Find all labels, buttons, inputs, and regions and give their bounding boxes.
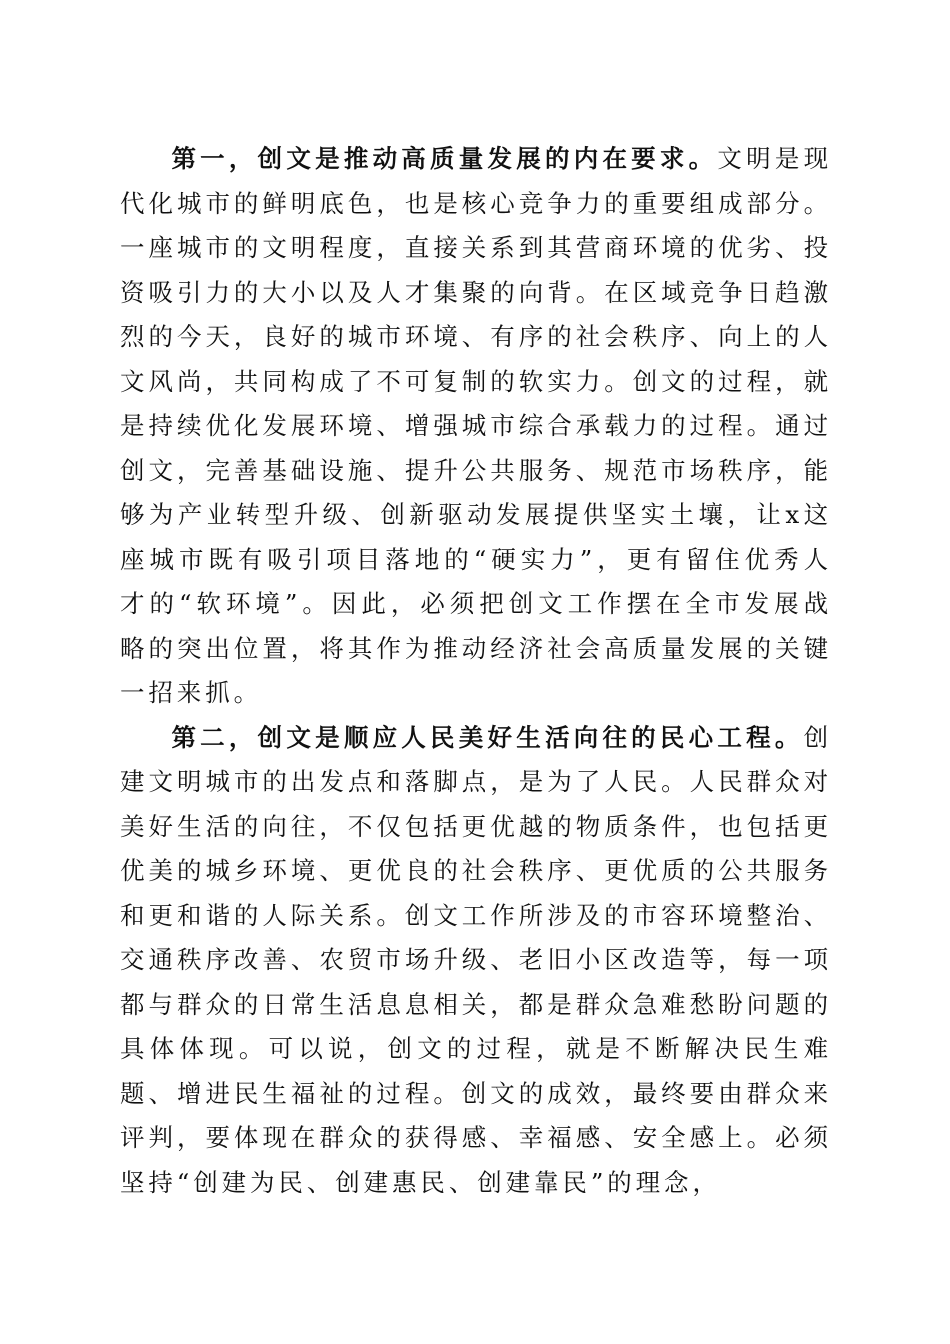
paragraph-second [120, 716, 832, 1206]
paragraph-first-body: 文明是现代化城市的鲜明底色，也是核心竞争力的重要组成部分。一座城市的文明程度，直接关系到其营商环境的优劣、投资吸引力的大小以及人才集聚的向背。在区域竞争日趋激烈的今天，良好的城市环境、有序的社会秩序、向上的人文风尚，共同构成了不可复制的软实力。创文的过程，就是持续优化发展环境、增强城市综合承载力的过程。通过创文，完善基础设施、提升公共服务、规范市场秩序，能够为产业转型升级、创新驱动发展提供坚实土壤，让x这座城市既有吸引项目落地的“硬实力”，更有留住优秀人才的“软环境”。因此，必须把创文工作摆在全市发展战略的突出位置，将其作为推动经济社会高质量发展的关键一招来抓。 [120, 144, 832, 707]
document-body [120, 137, 832, 1205]
paragraph-second-body: 创建文明城市的出发点和落脚点，是为了人民。人民群众对美好生活的向往，不仅包括更优越的物质条件，也包括更优美的城乡环境、更优良的社会秩序、更优质的公共服务和更和谐的人际关系。创文工作所涉及的市容环境整治、交通秩序改善、农贸市场升级、老旧小区改造等，每一项都与群众的日常生活息息相关，都是群众急难愁盼问题的具体体现。可以说，创文的过程，就是不断解决民生难题、增进民生福祉的过程。创文的成效，最终要由群众来评判，要体现在群众的获得感、幸福感、安全感上。必须坚持“创建为民、创建惠民、创建靠民”的理念， [120, 722, 832, 1197]
paragraph-second-lead: 第二，创文是顺应人民美好生活向往的民心工程。 [171, 722, 804, 752]
paragraph-first-lead: 第一，创文是推动高质量发展的内在要求。 [171, 144, 718, 173]
paragraph-first [120, 137, 832, 716]
